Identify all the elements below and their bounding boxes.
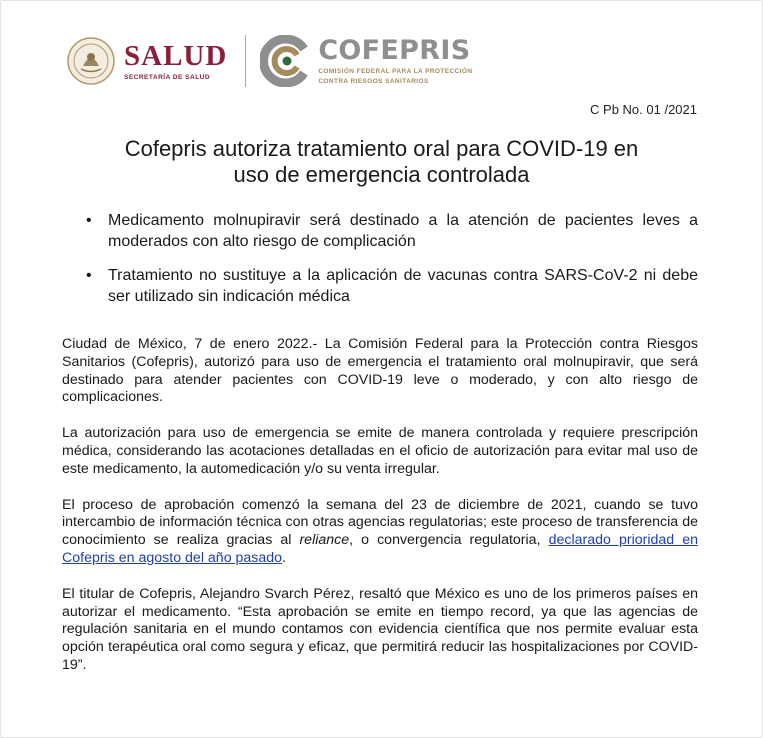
cofepris-subtitle-line2: CONTRA RIESGOS SANITARIOS	[318, 78, 429, 85]
press-release-body	[62, 336, 698, 693]
reliance-term: reliance	[299, 532, 350, 549]
paragraph-text: El proceso de aprobación comenzó la semana del 23 de diciembre de 2021, cuando se tuvo intercambio de información técnica con otras agencias regulatorias; este proceso de transferencia de conocimiento se realiza gracias al	[62, 496, 698, 549]
summary-bullets	[80, 210, 698, 320]
priority-link[interactable]: declarado prioridad en Cofepris en agosto del año pasado	[62, 532, 698, 566]
header-divider	[245, 35, 246, 87]
bullet-item	[80, 265, 698, 307]
salud-logo	[124, 41, 227, 81]
paragraph-text: .	[282, 549, 287, 566]
bullet-dot-icon: •	[86, 212, 92, 229]
salud-subtitle: SECRETARÍA DE SALUD	[124, 74, 211, 81]
cofepris-title: COFEPRIS	[318, 35, 471, 66]
paragraph-text: , o convergencia regulatoria,	[349, 532, 549, 549]
headline-line-1: Cofepris autoriza tratamiento oral para COVID-19 en	[124, 136, 639, 161]
bullet-text: Tratamiento no sustituye a la aplicación de vacunas contra SARS-CoV-2 ni debe ser utilizado sin indicación médica	[108, 267, 698, 305]
mexico-seal-icon	[66, 36, 116, 86]
headline-line-2: uso de emergencia controlada	[233, 162, 530, 187]
paragraph-authorization: La autorización para uso de emergencia se emite de manera controlada y requiere prescripción médica, considerando las acotaciones detalladas en el oficio de autorización para evitar mal uso de este medicamento, la automedicación y/o su venta irregular.	[62, 425, 698, 477]
letterhead	[66, 30, 472, 92]
bullet-dot-icon: •	[86, 267, 92, 284]
cofepris-logo	[318, 36, 472, 86]
bullet-text: Medicamento molnupiravir será destinado a la atención de pacientes leves a moderados con alto riesgo de complicación	[108, 212, 698, 250]
document-reference: C Pb No. 01 /2021	[590, 102, 697, 117]
cofepris-emblem-icon	[260, 35, 312, 87]
salud-title: SALUD	[124, 40, 228, 72]
headline	[60, 136, 703, 188]
cofepris-subtitle-line1: COMISIÓN FEDERAL PARA LA PROTECCIÓN	[318, 68, 473, 75]
paragraph-intro: Ciudad de México, 7 de enero 2022.- La Comisión Federal para la Protección contra Riesgos Sanitarios (Cofepris), autorizó para uso de emergencia el tratamiento oral molnupiravir, que será destinado para atender pacientes con COVID-19 leve o moderado, y con alto riesgo de complicaciones.	[62, 336, 698, 406]
paragraph-statement: El titular de Cofepris, Alejandro Svarch Pérez, resaltó que México es uno de los primeros países en autorizar el medicamento. “Esta aprobación se emite en tiempo record, ya que las agencias de regulación sanitaria en el mundo contamos con evidencia científica que nos permite evaluar esta opción terapéutica oral como segura y eficaz, que permitirá reducir las hospitalizaciones por COVID-19”.	[62, 585, 698, 673]
paragraph-approval-process	[62, 497, 698, 568]
bullet-item	[80, 210, 698, 252]
